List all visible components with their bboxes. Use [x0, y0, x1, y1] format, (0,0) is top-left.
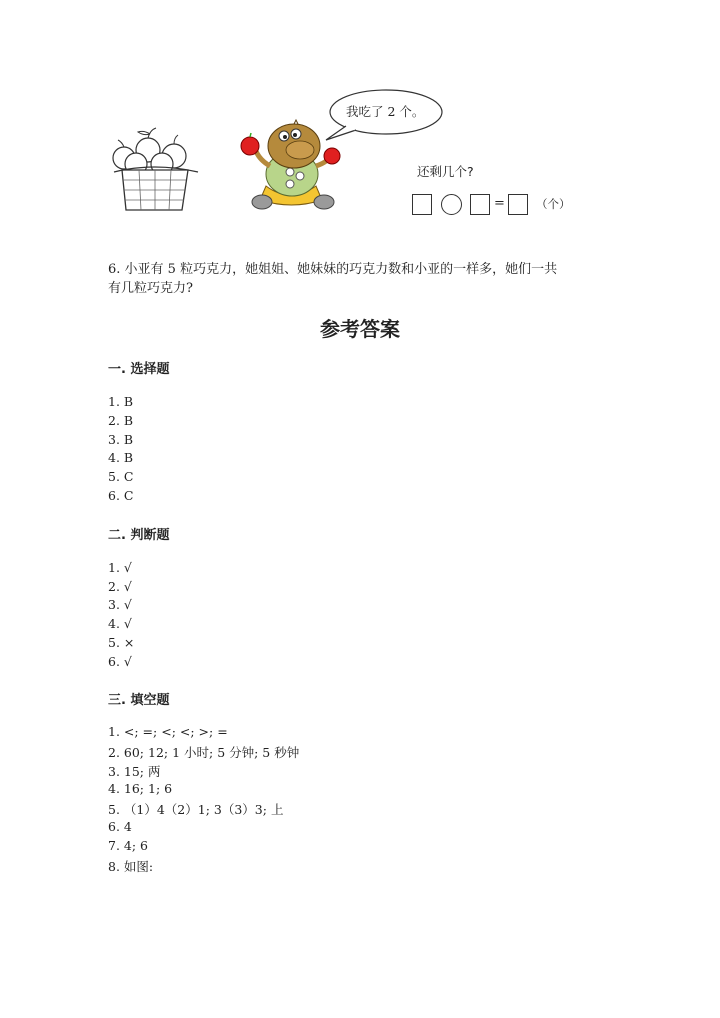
answer-item: 3. B [108, 432, 134, 447]
answer-item: 2. B [108, 413, 134, 428]
answer-item: 2. 60; 12; 1 小时; 5 分钟; 5 秒钟 [108, 745, 300, 760]
answer-item: 6. 4 [108, 819, 132, 834]
answer-item: 8. 如图: [108, 859, 154, 874]
answer-item: 4. B [108, 450, 134, 465]
answer-item: 1. <; =; <; <; >; = [108, 724, 228, 739]
answer-item: 5. C [108, 469, 134, 484]
basket-of-apples-illustration [104, 120, 200, 216]
answers-title: 参考答案 [320, 317, 400, 341]
equals-sign: = [494, 196, 505, 211]
answer-item: 5. × [108, 635, 135, 650]
speech-bubble-text: 我吃了 2 个。 [346, 104, 425, 119]
answer-item: 3. √ [108, 597, 132, 612]
answer-item: 2. √ [108, 579, 132, 594]
answer-item: 6. √ [108, 654, 132, 669]
answer-box-2[interactable] [470, 194, 490, 215]
section-heading-fill-blank: 三. 填空题 [108, 693, 170, 708]
answer-box-1[interactable] [412, 194, 432, 215]
answer-box-result[interactable] [508, 194, 528, 215]
answer-item: 1. B [108, 394, 134, 409]
problem-6-line-1: 6. 小亚有 5 粒巧克力，她姐姐、她妹妹的巧克力数和小亚的一样多，她们一共 [108, 262, 558, 277]
answer-item: 6. C [108, 488, 134, 503]
section-heading-true-false: 二. 判断题 [108, 528, 170, 543]
unit-label: （个） [536, 197, 571, 211]
answer-item: 5. （1）4（2）1; 3（3）3; 上 [108, 802, 284, 817]
operator-circle[interactable] [441, 194, 462, 215]
answer-item: 3. 15; 两 [108, 764, 161, 779]
section-heading-choice: 一. 选择题 [108, 362, 170, 377]
answer-item: 4. √ [108, 616, 132, 631]
problem-6-line-2: 有几粒巧克力? [108, 281, 193, 296]
answer-item: 7. 4; 6 [108, 838, 148, 853]
question-text: 还剩几个? [417, 164, 474, 179]
answer-item: 4. 16; 1; 6 [108, 781, 173, 796]
answer-item: 1. √ [108, 560, 132, 575]
